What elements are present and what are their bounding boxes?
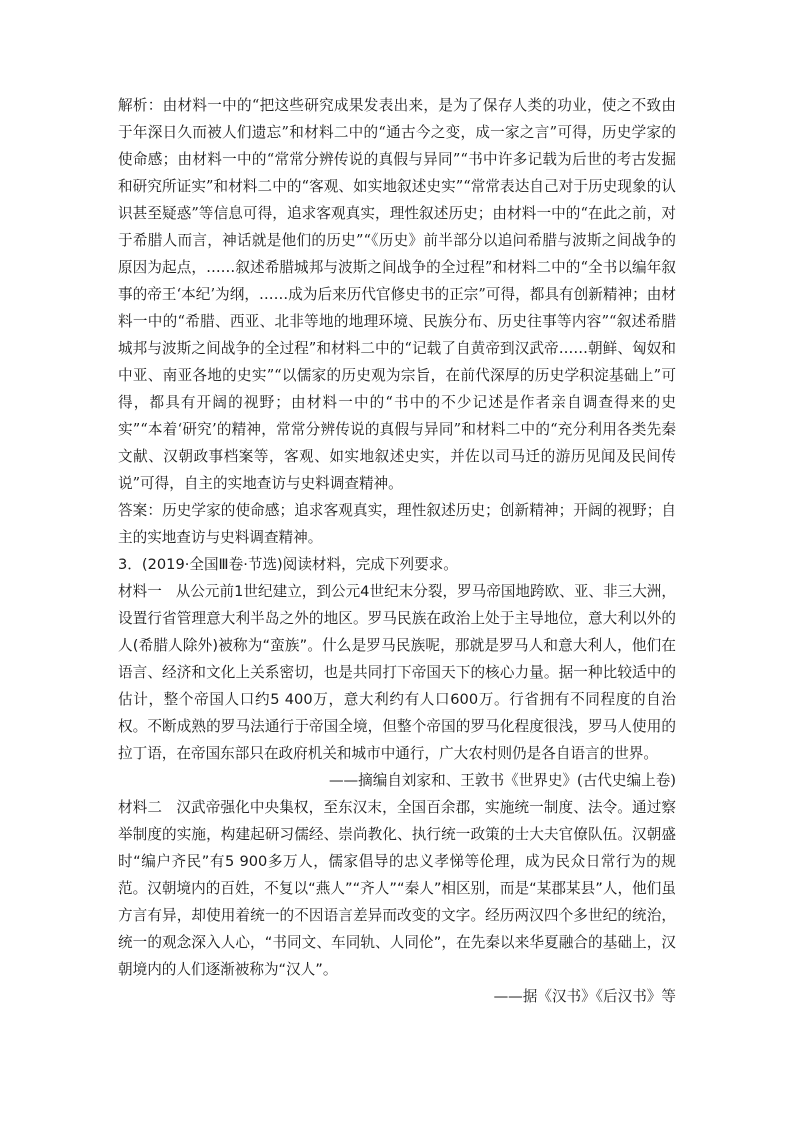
material1-paragraph xyxy=(118,578,676,767)
question-text: (2019·全国Ⅲ卷·节选)阅读材料，完成下列要求。 xyxy=(141,556,458,573)
material1-text: 从公元前1世纪建立，到公元4世纪末分裂，罗马帝国地跨欧、亚、非三大洲，设置行省管理意大利半岛之外的地区。罗马民族在政治上处于主导地位，意大利以外的人(希腊人除外)被称为“蛮族”。什么是罗马民族呢，那就是罗马人和意大利人，他们在语言、经济和文化上关系密切，也是共同打下帝国天下的核心力量。据一种比较适中的估计，整个帝国人口约5 400万，意大利约有人口600万。行省拥有不同程度的自治权。不断成熟的罗马法通行于帝国全境，但整个帝国的罗马化程度很浅，罗马人使用的拉丁语，在帝国东部只在政府机关和城市中通行，广大农村则仍是各自语言的世界。 xyxy=(118,583,676,762)
answer-text: 历史学家的使命感；追求客观真实，理性叙述历史；创新精神；开阔的视野；自主的实地查访与史料调查精神。 xyxy=(118,502,676,546)
material2-text: 汉武帝强化中央集权，至东汉末，全国百余郡，实施统一制度、法令。通过察举制度的实施，构建起研习儒经、崇尚教化、执行统一政策的士大夫官僚队伍。汉朝盛时“编户齐民”有5 900多万人，儒家倡导的忠义孝悌等伦理，成为民众日常行为的规范。汉朝境内的百姓，不复以“燕人”“齐人”“秦人”相区别，而是“某郡某县”人，他们虽方言有异，却使用着统一的不因语言差异而改变的文字。经历两汉四个多世纪的统治，统一的观念深入人心，“书同文、车同轨、人同伦”，在先秦以来华夏融合的基础上，汉朝境内的人们逐渐被称为“汉人”。 xyxy=(118,799,676,978)
question-number: 3． xyxy=(118,556,142,573)
analysis-text: 由材料一中的“把这些研究成果发表出来，是为了保存人类的功业，使之不致由于年深日久而被人们遗忘”和材料二中的“通古今之变，成一家之言”可得，历史学家的使命感；由材料一中的“常常分辨传说的真假与异同”“书中许多记载为后世的考古发掘和研究所证实”和材料二中的“客观、如实地叙述史实”“常常表达自己对于历史现象的认识甚至疑惑”等信息可得，追求客观真实，理性叙述历史；由材料一中的“在此之前，对于希腊人而言，神话就是他们的历史”“《历史》前半部分以追问希腊与波斯之间战争的原因为起点，……叙述希腊城邦与波斯之间战争的全过程”和材料二中的“全书以编年叙事的帝王‘本纪’为纲，……成为后来历代官修史书的正宗”可得，都具有创新精神；由材料一中的“希腊、西亚、北非等地的地理环境、民族分布、历史往事等内容”“叙述希腊城邦与波斯之间战争的全过程”和材料二中的“记载了自黄帝到汉武帝……朝鲜、匈奴和中亚、南亚各地的史实”“以儒家的历史观为宗旨，在前代深厚的历史学积淀基础上”可得，都具有开阔的视野；由材料一中的“书中的不少记述是作者亲自调查得来的史实”“本着‘研究’的精神，常常分辨传说的真假与异同”和材料二中的“充分利用各类先秦文献、汉朝政事档案等，客观、如实地叙述史实，并佐以司马迁的游历见闻及民间传说”可得，自主的实地查访与史料调查精神。 xyxy=(118,97,676,492)
answer-paragraph xyxy=(118,497,676,551)
document-page xyxy=(118,92,676,1010)
material2-source: ——据《汉书》《后汉书》等 xyxy=(493,988,676,1005)
material2-label: 材料二 xyxy=(118,799,163,816)
material1-label: 材料一 xyxy=(118,583,162,600)
material1-source: ——摘编自刘家和、王敦书《世界史》(古代史编上卷) xyxy=(328,772,676,789)
analysis-label: 解析： xyxy=(118,97,163,114)
material2-paragraph xyxy=(118,794,676,983)
question-paragraph xyxy=(118,551,676,578)
analysis-paragraph xyxy=(118,92,676,497)
answer-label: 答案： xyxy=(118,502,163,519)
